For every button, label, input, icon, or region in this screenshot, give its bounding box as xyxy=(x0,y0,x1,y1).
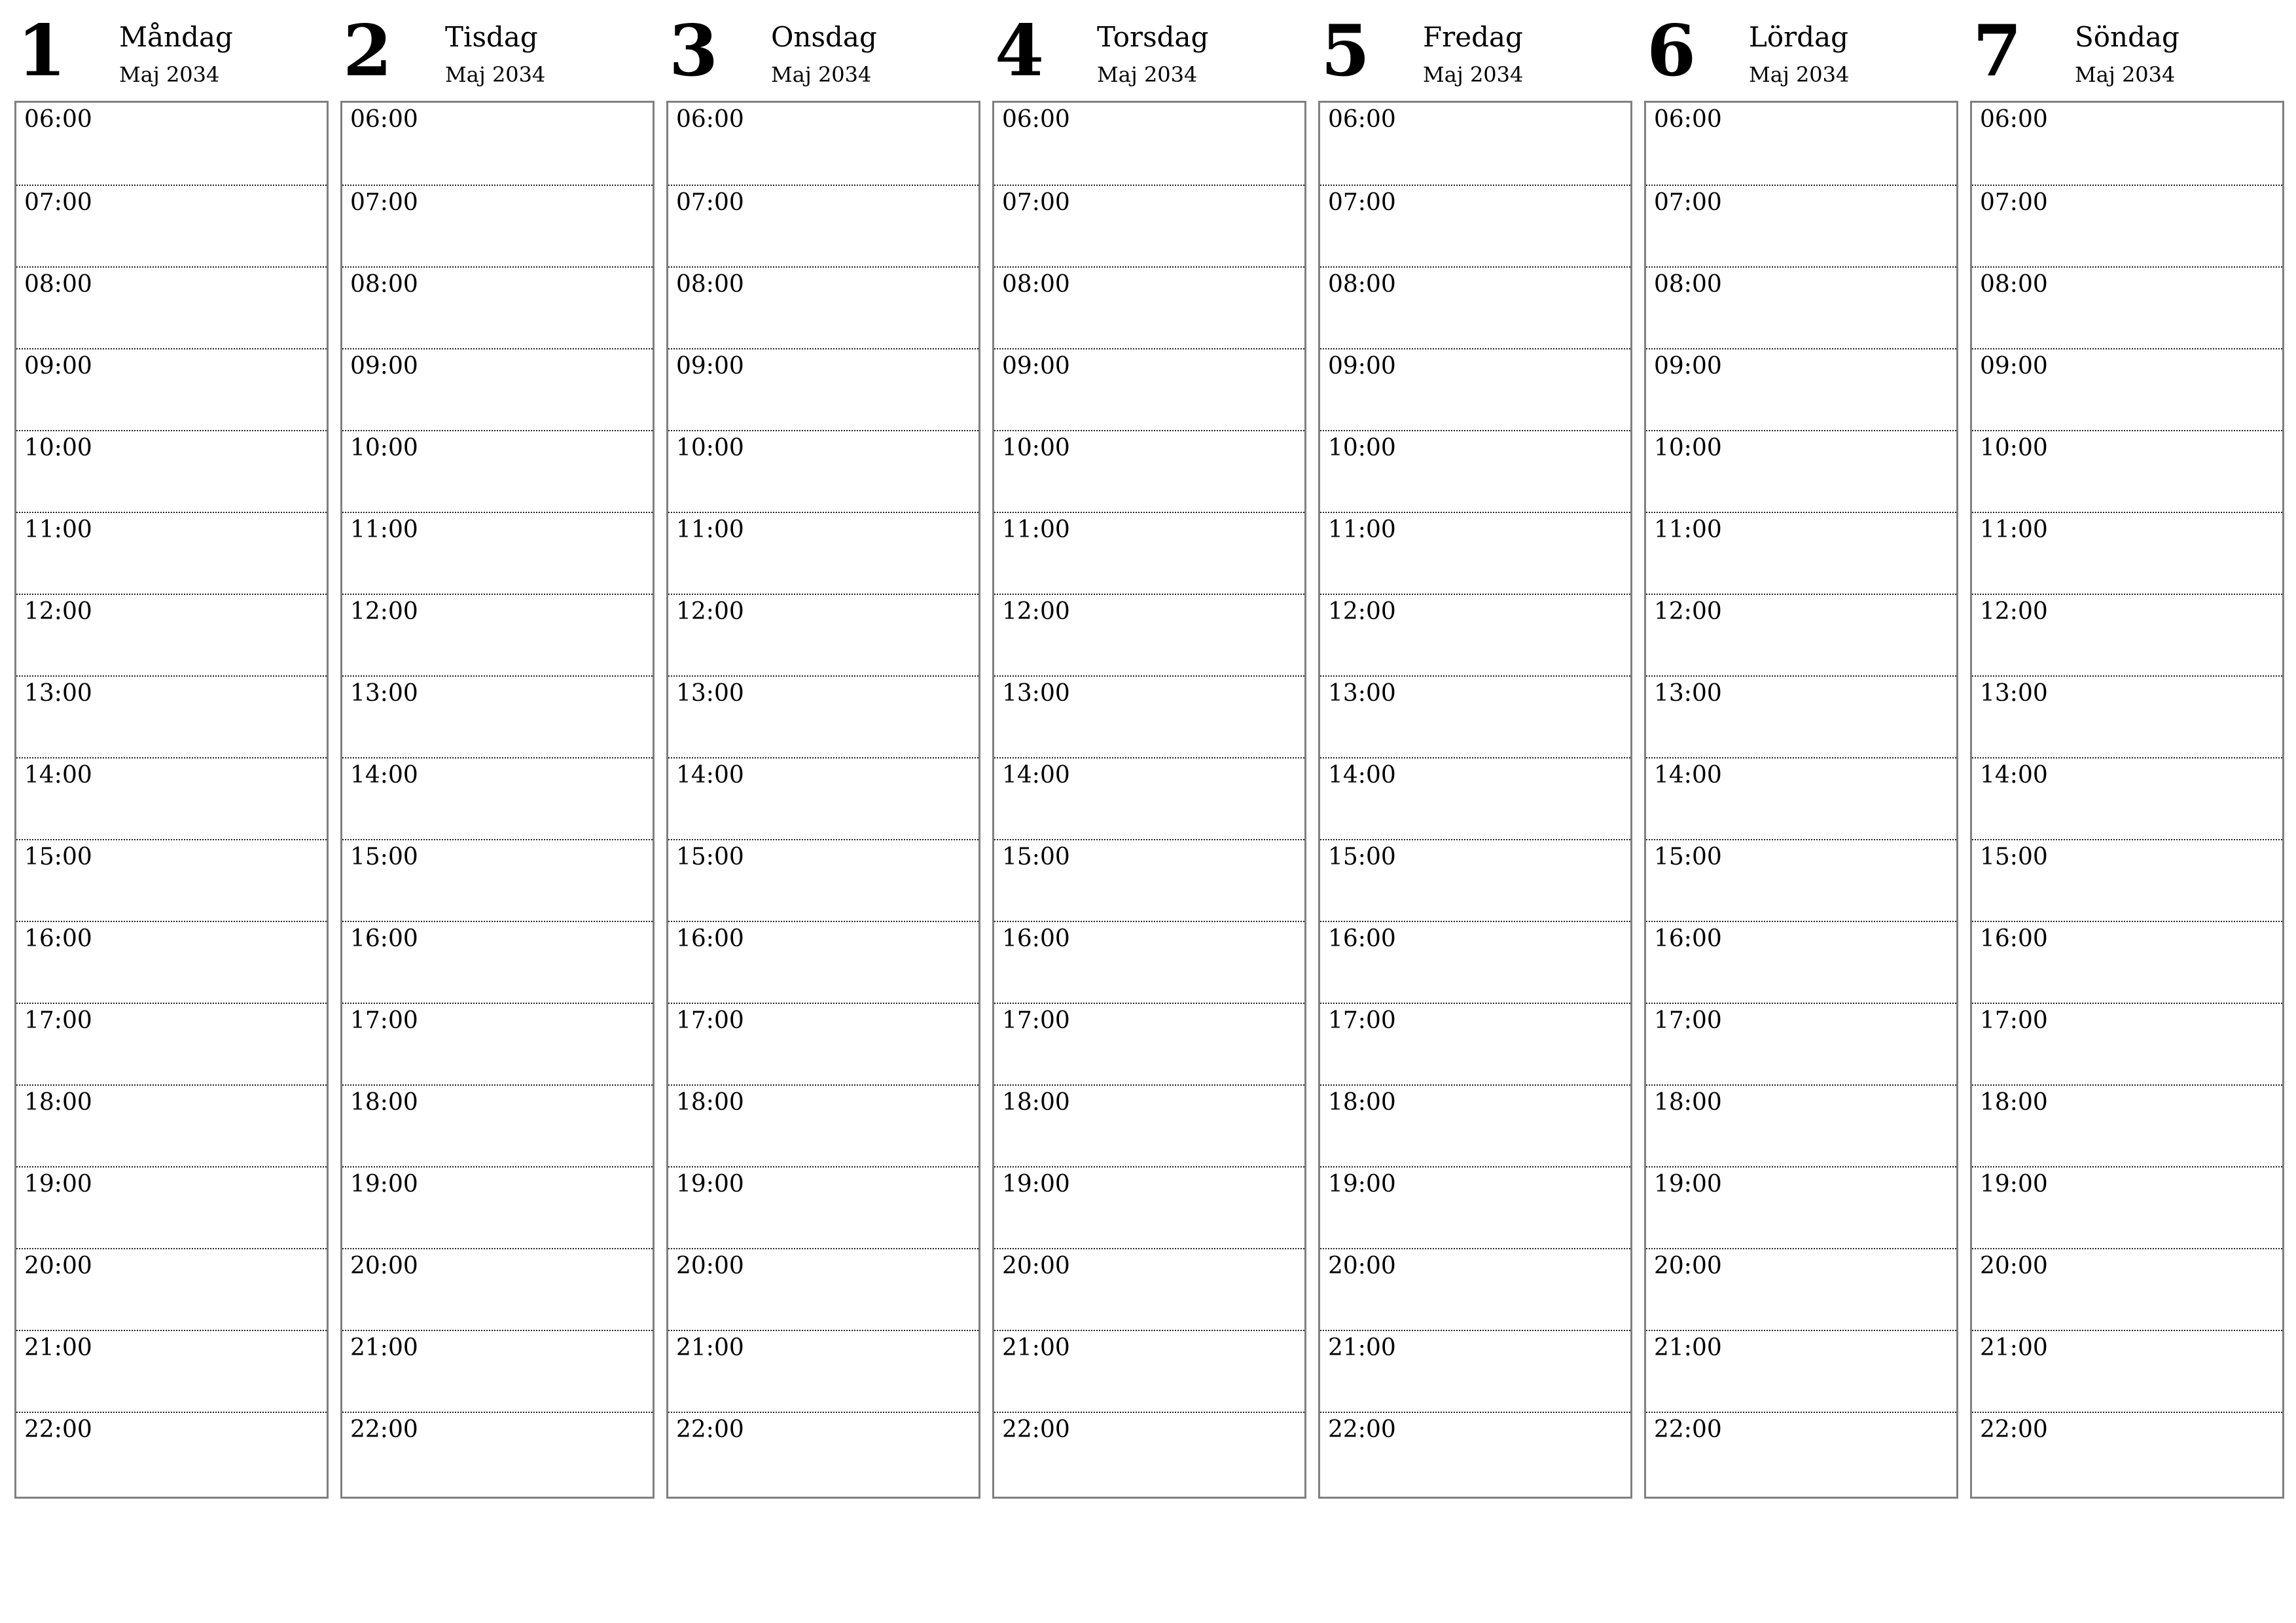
hour-slot xyxy=(1972,1248,2282,1330)
hour-slot xyxy=(16,1248,327,1330)
hour-slot xyxy=(1320,1330,1630,1412)
day-schedule-box xyxy=(992,101,1306,1499)
hour-label: 09:00 xyxy=(1002,353,1070,380)
day-name: Fredag xyxy=(1423,21,1523,53)
hour-slot xyxy=(1320,512,1630,594)
hour-label: 10:00 xyxy=(350,435,418,461)
hour-label: 19:00 xyxy=(676,1171,744,1198)
hour-label: 11:00 xyxy=(350,516,418,543)
hour-slot xyxy=(1320,1248,1630,1330)
hour-slot xyxy=(16,1330,327,1412)
hour-slot xyxy=(668,430,978,512)
hour-label: 08:00 xyxy=(1002,271,1070,298)
hour-slot xyxy=(668,921,978,1003)
hour-label: 09:00 xyxy=(350,353,418,380)
hour-slot xyxy=(16,512,327,594)
hour-slot xyxy=(1320,1084,1630,1166)
day-column xyxy=(14,0,327,1499)
hour-label: 07:00 xyxy=(1980,189,2048,216)
hour-label: 22:00 xyxy=(1002,1416,1070,1443)
hour-slot xyxy=(1972,266,2282,348)
hour-label: 14:00 xyxy=(1002,762,1070,789)
hour-slot xyxy=(16,839,327,921)
hour-slot xyxy=(1646,430,1956,512)
hour-slot xyxy=(1646,1003,1956,1084)
hour-label: 20:00 xyxy=(1002,1253,1070,1279)
hour-label: 10:00 xyxy=(676,435,744,461)
hour-label: 21:00 xyxy=(1654,1334,1722,1361)
hour-label: 12:00 xyxy=(676,598,744,625)
hour-label: 20:00 xyxy=(1328,1253,1396,1279)
hour-label: 12:00 xyxy=(1328,598,1396,625)
hour-label: 06:00 xyxy=(1328,106,1396,133)
hour-label: 16:00 xyxy=(1328,925,1396,952)
hour-label: 06:00 xyxy=(1654,106,1722,133)
hour-label: 20:00 xyxy=(1980,1253,2048,1279)
hour-slot xyxy=(668,1412,978,1493)
hour-slot xyxy=(342,1248,653,1330)
hour-slot xyxy=(668,266,978,348)
hour-label: 07:00 xyxy=(1328,189,1396,216)
hour-label: 20:00 xyxy=(24,1253,92,1279)
hour-label: 19:00 xyxy=(350,1171,418,1198)
day-number: 1 xyxy=(17,10,67,92)
hour-slot xyxy=(994,757,1304,839)
hour-slot xyxy=(16,757,327,839)
hour-label: 16:00 xyxy=(1980,925,2048,952)
hour-label: 19:00 xyxy=(1002,1171,1070,1198)
day-number: 4 xyxy=(995,10,1045,92)
hour-slot xyxy=(1972,675,2282,757)
hour-label: 15:00 xyxy=(24,844,92,870)
hour-label: 20:00 xyxy=(1654,1253,1722,1279)
hour-slot xyxy=(16,348,327,430)
hour-label: 18:00 xyxy=(1328,1089,1396,1116)
day-name: Söndag xyxy=(2075,21,2179,53)
hour-label: 12:00 xyxy=(1002,598,1070,625)
hour-label: 15:00 xyxy=(1980,844,2048,870)
hour-slot xyxy=(1646,1084,1956,1166)
hour-slot xyxy=(342,185,653,266)
day-name: Lördag xyxy=(1749,21,1849,53)
hour-label: 10:00 xyxy=(1002,435,1070,461)
hour-label: 08:00 xyxy=(1980,271,2048,298)
hour-label: 15:00 xyxy=(676,844,744,870)
day-schedule-box xyxy=(1644,101,1958,1499)
hour-label: 06:00 xyxy=(1002,106,1070,133)
hour-slot xyxy=(342,103,653,185)
day-month-year: Maj 2034 xyxy=(445,62,546,87)
hour-slot xyxy=(342,512,653,594)
hour-slot xyxy=(668,1330,978,1412)
hour-slot xyxy=(16,1166,327,1248)
hour-slot xyxy=(342,675,653,757)
hour-label: 09:00 xyxy=(1980,353,2048,380)
hour-slot xyxy=(1972,594,2282,675)
hour-label: 21:00 xyxy=(1328,1334,1396,1361)
hour-slot xyxy=(342,348,653,430)
hour-label: 07:00 xyxy=(350,189,418,216)
hour-label: 12:00 xyxy=(350,598,418,625)
hour-label: 09:00 xyxy=(1654,353,1722,380)
hour-label: 14:00 xyxy=(676,762,744,789)
day-schedule-box xyxy=(340,101,655,1499)
hour-slot xyxy=(1646,348,1956,430)
hour-label: 17:00 xyxy=(1654,1007,1722,1034)
hour-slot xyxy=(1320,103,1630,185)
hour-label: 10:00 xyxy=(24,435,92,461)
hour-slot xyxy=(994,266,1304,348)
hour-label: 14:00 xyxy=(1654,762,1722,789)
hour-label: 09:00 xyxy=(1328,353,1396,380)
hour-label: 14:00 xyxy=(24,762,92,789)
hour-slot xyxy=(1646,921,1956,1003)
hour-slot xyxy=(1320,757,1630,839)
hour-label: 21:00 xyxy=(1980,1334,2048,1361)
hour-slot xyxy=(1972,103,2282,185)
hour-slot xyxy=(1320,185,1630,266)
hour-slot xyxy=(1646,185,1956,266)
hour-label: 06:00 xyxy=(1980,106,2048,133)
hour-slot xyxy=(1972,1084,2282,1166)
hour-slot xyxy=(1646,266,1956,348)
hour-label: 16:00 xyxy=(24,925,92,952)
hour-label: 10:00 xyxy=(1654,435,1722,461)
hour-slot xyxy=(668,1003,978,1084)
hour-slot xyxy=(1320,1412,1630,1493)
hour-slot xyxy=(668,675,978,757)
hour-slot xyxy=(994,1084,1304,1166)
hour-slot xyxy=(994,1330,1304,1412)
hour-slot xyxy=(1320,1166,1630,1248)
hour-label: 13:00 xyxy=(676,680,744,707)
hour-label: 21:00 xyxy=(24,1334,92,1361)
hour-label: 13:00 xyxy=(1980,680,2048,707)
hour-slot xyxy=(16,921,327,1003)
hour-label: 07:00 xyxy=(1654,189,1722,216)
hour-label: 18:00 xyxy=(1002,1089,1070,1116)
hour-slot xyxy=(16,594,327,675)
hour-label: 09:00 xyxy=(24,353,92,380)
hour-slot xyxy=(994,512,1304,594)
hour-label: 15:00 xyxy=(350,844,418,870)
hour-label: 14:00 xyxy=(350,762,418,789)
hour-slot xyxy=(1972,1412,2282,1493)
hour-slot xyxy=(1972,921,2282,1003)
hour-slot xyxy=(1972,757,2282,839)
day-number: 5 xyxy=(1321,10,1371,92)
day-month-year: Maj 2034 xyxy=(2075,62,2176,87)
day-schedule-box xyxy=(666,101,980,1499)
hour-label: 21:00 xyxy=(676,1334,744,1361)
hour-label: 11:00 xyxy=(1980,516,2048,543)
day-column xyxy=(1644,0,1957,1499)
hour-label: 22:00 xyxy=(350,1416,418,1443)
day-column xyxy=(1970,0,2283,1499)
hour-label: 18:00 xyxy=(1980,1089,2048,1116)
hour-label: 17:00 xyxy=(1328,1007,1396,1034)
hour-label: 12:00 xyxy=(1654,598,1722,625)
hour-label: 19:00 xyxy=(1654,1171,1722,1198)
hour-slot xyxy=(668,594,978,675)
hour-slot xyxy=(342,921,653,1003)
hour-slot xyxy=(994,1248,1304,1330)
day-number: 2 xyxy=(343,10,393,92)
hour-slot xyxy=(1972,839,2282,921)
day-column xyxy=(666,0,979,1499)
hour-slot xyxy=(994,675,1304,757)
hour-slot xyxy=(342,1084,653,1166)
hour-label: 07:00 xyxy=(676,189,744,216)
day-number: 7 xyxy=(1973,10,2022,92)
day-column xyxy=(340,0,653,1499)
hour-slot xyxy=(1320,921,1630,1003)
hour-slot xyxy=(994,430,1304,512)
day-month-year: Maj 2034 xyxy=(1749,62,1850,87)
day-month-year: Maj 2034 xyxy=(119,62,220,87)
day-column xyxy=(992,0,1305,1499)
weekly-planner xyxy=(14,0,2286,1505)
hour-label: 07:00 xyxy=(24,189,92,216)
hour-slot xyxy=(342,1330,653,1412)
hour-label: 17:00 xyxy=(1980,1007,2048,1034)
hour-label: 10:00 xyxy=(1328,435,1396,461)
hour-label: 18:00 xyxy=(1654,1089,1722,1116)
hour-slot xyxy=(1320,594,1630,675)
hour-label: 11:00 xyxy=(676,516,744,543)
hour-label: 21:00 xyxy=(1002,1334,1070,1361)
day-name: Onsdag xyxy=(771,21,877,53)
hour-label: 18:00 xyxy=(676,1089,744,1116)
hour-slot xyxy=(994,185,1304,266)
day-number: 6 xyxy=(1647,10,1696,92)
hour-label: 06:00 xyxy=(24,106,92,133)
hour-label: 08:00 xyxy=(1328,271,1396,298)
hour-slot xyxy=(1320,430,1630,512)
hour-slot xyxy=(668,1248,978,1330)
hour-label: 09:00 xyxy=(676,353,744,380)
hour-slot xyxy=(1646,1330,1956,1412)
hour-slot xyxy=(1320,839,1630,921)
hour-label: 13:00 xyxy=(1328,680,1396,707)
hour-label: 11:00 xyxy=(24,516,92,543)
hour-label: 14:00 xyxy=(1980,762,2048,789)
hour-label: 15:00 xyxy=(1328,844,1396,870)
day-column xyxy=(1318,0,1631,1499)
day-month-year: Maj 2034 xyxy=(771,62,872,87)
hour-label: 13:00 xyxy=(1654,680,1722,707)
hour-slot xyxy=(668,103,978,185)
hour-slot xyxy=(1646,675,1956,757)
hour-slot xyxy=(1646,512,1956,594)
hour-slot xyxy=(1646,103,1956,185)
hour-label: 12:00 xyxy=(1980,598,2048,625)
hour-slot xyxy=(1320,348,1630,430)
hour-label: 17:00 xyxy=(350,1007,418,1034)
day-month-year: Maj 2034 xyxy=(1423,62,1524,87)
hour-slot xyxy=(16,1003,327,1084)
hour-slot xyxy=(668,1084,978,1166)
hour-slot xyxy=(16,1412,327,1493)
hour-slot xyxy=(342,757,653,839)
hour-slot xyxy=(668,757,978,839)
hour-label: 16:00 xyxy=(676,925,744,952)
hour-slot xyxy=(342,266,653,348)
hour-label: 22:00 xyxy=(1654,1416,1722,1443)
hour-slot xyxy=(994,921,1304,1003)
hour-slot xyxy=(1646,594,1956,675)
hour-slot xyxy=(994,1003,1304,1084)
day-name: Måndag xyxy=(119,21,233,53)
hour-label: 13:00 xyxy=(24,680,92,707)
hour-label: 16:00 xyxy=(1002,925,1070,952)
hour-slot xyxy=(1320,266,1630,348)
hour-label: 13:00 xyxy=(350,680,418,707)
hour-slot xyxy=(1972,512,2282,594)
hour-label: 18:00 xyxy=(24,1089,92,1116)
hour-slot xyxy=(994,1166,1304,1248)
hour-label: 16:00 xyxy=(350,925,418,952)
hour-slot xyxy=(994,103,1304,185)
hour-label: 17:00 xyxy=(676,1007,744,1034)
hour-slot xyxy=(16,185,327,266)
hour-slot xyxy=(1646,1166,1956,1248)
hour-slot xyxy=(1646,757,1956,839)
day-number: 3 xyxy=(669,10,719,92)
hour-slot xyxy=(994,348,1304,430)
hour-label: 22:00 xyxy=(1328,1416,1396,1443)
hour-slot xyxy=(1646,1412,1956,1493)
hour-slot xyxy=(668,839,978,921)
hour-slot xyxy=(668,1166,978,1248)
hour-slot xyxy=(1972,1330,2282,1412)
hour-label: 20:00 xyxy=(676,1253,744,1279)
hour-label: 17:00 xyxy=(24,1007,92,1034)
hour-label: 22:00 xyxy=(24,1416,92,1443)
hour-label: 11:00 xyxy=(1328,516,1396,543)
hour-label: 11:00 xyxy=(1002,516,1070,543)
hour-slot xyxy=(1646,1248,1956,1330)
hour-slot xyxy=(1972,1166,2282,1248)
hour-slot xyxy=(16,675,327,757)
hour-slot xyxy=(994,594,1304,675)
hour-label: 14:00 xyxy=(1328,762,1396,789)
hour-slot xyxy=(1972,430,2282,512)
hour-label: 15:00 xyxy=(1002,844,1070,870)
day-name: Tisdag xyxy=(445,21,538,53)
hour-label: 19:00 xyxy=(24,1171,92,1198)
hour-slot xyxy=(342,1412,653,1493)
hour-slot xyxy=(16,103,327,185)
hour-label: 20:00 xyxy=(350,1253,418,1279)
hour-label: 17:00 xyxy=(1002,1007,1070,1034)
hour-label: 11:00 xyxy=(1654,516,1722,543)
day-schedule-box xyxy=(14,101,329,1499)
hour-slot xyxy=(1972,1003,2282,1084)
hour-label: 07:00 xyxy=(1002,189,1070,216)
hour-label: 10:00 xyxy=(1980,435,2048,461)
hour-slot xyxy=(16,430,327,512)
hour-label: 19:00 xyxy=(1328,1171,1396,1198)
hour-slot xyxy=(994,1412,1304,1493)
hour-label: 08:00 xyxy=(350,271,418,298)
hour-label: 19:00 xyxy=(1980,1171,2048,1198)
hour-slot xyxy=(342,839,653,921)
hour-slot xyxy=(668,348,978,430)
hour-slot xyxy=(342,1166,653,1248)
hour-slot xyxy=(1646,839,1956,921)
hour-label: 21:00 xyxy=(350,1334,418,1361)
hour-slot xyxy=(994,839,1304,921)
hour-slot xyxy=(16,266,327,348)
hour-slot xyxy=(342,1003,653,1084)
hour-slot xyxy=(668,512,978,594)
hour-slot xyxy=(1972,185,2282,266)
hour-slot xyxy=(342,594,653,675)
day-schedule-box xyxy=(1970,101,2284,1499)
hour-label: 22:00 xyxy=(676,1416,744,1443)
hour-slot xyxy=(1320,675,1630,757)
hour-slot xyxy=(668,185,978,266)
day-schedule-box xyxy=(1318,101,1632,1499)
hour-slot xyxy=(16,1084,327,1166)
hour-label: 22:00 xyxy=(1980,1416,2048,1443)
hour-slot xyxy=(1320,1003,1630,1084)
hour-label: 06:00 xyxy=(676,106,744,133)
hour-label: 16:00 xyxy=(1654,925,1722,952)
day-name: Torsdag xyxy=(1097,21,1209,53)
hour-label: 18:00 xyxy=(350,1089,418,1116)
day-month-year: Maj 2034 xyxy=(1097,62,1198,87)
hour-label: 15:00 xyxy=(1654,844,1722,870)
hour-label: 06:00 xyxy=(350,106,418,133)
hour-label: 13:00 xyxy=(1002,680,1070,707)
hour-label: 08:00 xyxy=(24,271,92,298)
hour-label: 08:00 xyxy=(676,271,744,298)
hour-label: 12:00 xyxy=(24,598,92,625)
hour-slot xyxy=(342,430,653,512)
hour-slot xyxy=(1972,348,2282,430)
hour-label: 08:00 xyxy=(1654,271,1722,298)
